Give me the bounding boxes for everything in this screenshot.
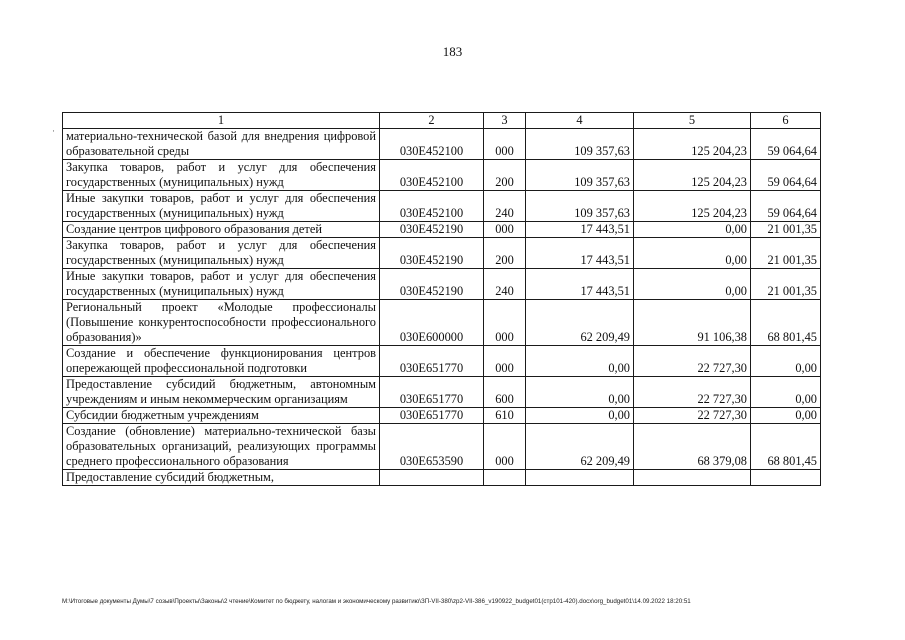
row-code: 030Е452100 — [380, 191, 484, 222]
row-value-6: 21 001,35 — [751, 238, 821, 269]
row-value-6: 0,00 — [751, 346, 821, 377]
table-row — [63, 160, 821, 191]
table-header-row — [63, 113, 821, 129]
row-code — [380, 470, 484, 486]
row-value-5: 0,00 — [634, 269, 751, 300]
column-header: 4 — [526, 113, 634, 129]
budget-table — [62, 112, 821, 486]
row-type: 000 — [484, 346, 526, 377]
table-row — [63, 377, 821, 408]
row-type: 000 — [484, 300, 526, 346]
row-value-5: 0,00 — [634, 238, 751, 269]
table-row — [63, 238, 821, 269]
table-row — [63, 129, 821, 160]
row-name: Субсидии бюджетным учреждениям — [63, 408, 380, 424]
row-value-4: 17 443,51 — [526, 269, 634, 300]
row-name: Иные закупки товаров, работ и услуг для обеспечения государственных (муниципальных) нужд — [63, 269, 380, 300]
row-value-5: 125 204,23 — [634, 129, 751, 160]
row-value-5: 125 204,23 — [634, 160, 751, 191]
row-value-6: 59 064,64 — [751, 129, 821, 160]
row-value-4: 109 357,63 — [526, 191, 634, 222]
table-row — [63, 408, 821, 424]
row-code: 030Е651770 — [380, 408, 484, 424]
row-code: 030Е452190 — [380, 222, 484, 238]
table-row — [63, 470, 821, 486]
row-type: 000 — [484, 222, 526, 238]
row-name: Предоставление субсидий бюджетным, автономным учреждениям и иным некоммерческим организациям — [63, 377, 380, 408]
table-row — [63, 191, 821, 222]
row-type: 200 — [484, 238, 526, 269]
row-code: 030Е651770 — [380, 346, 484, 377]
row-name: Региональный проект «Молодые профессионалы (Повышение конкурентоспособности профессионального образования)» — [63, 300, 380, 346]
footer-file-path: M:\Итоговые документы Думы\7 созыв\Проекты\Законы\2 чтение\Комитет по бюджету, налогам и экономическому развитию\ЗП-VII-380\zp2-VII-386_v190922_budget01(стр101-420).docx\org_budget01\14.09.2022 18:20:51 — [62, 598, 691, 605]
row-type: 000 — [484, 129, 526, 160]
row-value-6: 21 001,35 — [751, 222, 821, 238]
row-value-5 — [634, 470, 751, 486]
column-header: 3 — [484, 113, 526, 129]
row-code: 030Е600000 — [380, 300, 484, 346]
row-name: Предоставление субсидий бюджетным, — [63, 470, 380, 486]
row-value-5: 22 727,30 — [634, 346, 751, 377]
row-value-5: 91 106,38 — [634, 300, 751, 346]
row-type — [484, 470, 526, 486]
scan-mark: · — [52, 126, 55, 136]
table-row — [63, 222, 821, 238]
row-code: 030Е651770 — [380, 377, 484, 408]
row-value-4: 0,00 — [526, 408, 634, 424]
row-name: Закупка товаров, работ и услуг для обеспечения государственных (муниципальных) нужд — [63, 160, 380, 191]
column-header: 2 — [380, 113, 484, 129]
row-value-4: 109 357,63 — [526, 129, 634, 160]
row-value-4: 62 209,49 — [526, 424, 634, 470]
row-value-5: 22 727,30 — [634, 377, 751, 408]
column-header: 1 — [63, 113, 380, 129]
row-code: 030Е452190 — [380, 269, 484, 300]
row-name: Создание и обеспечение функционирования центров опережающей профессиональной подготовки — [63, 346, 380, 377]
row-value-6: 0,00 — [751, 408, 821, 424]
row-value-5: 22 727,30 — [634, 408, 751, 424]
row-value-5: 0,00 — [634, 222, 751, 238]
column-header: 5 — [634, 113, 751, 129]
row-type: 600 — [484, 377, 526, 408]
row-value-6: 68 801,45 — [751, 300, 821, 346]
row-code: 030Е452100 — [380, 129, 484, 160]
table-row — [63, 300, 821, 346]
row-value-4: 62 209,49 — [526, 300, 634, 346]
row-value-4 — [526, 470, 634, 486]
row-value-5: 125 204,23 — [634, 191, 751, 222]
row-code: 030Е653590 — [380, 424, 484, 470]
row-value-6: 59 064,64 — [751, 160, 821, 191]
row-type: 000 — [484, 424, 526, 470]
row-type: 200 — [484, 160, 526, 191]
row-value-4: 0,00 — [526, 377, 634, 408]
row-value-6: 0,00 — [751, 377, 821, 408]
row-name: Создание центров цифрового образования детей — [63, 222, 380, 238]
row-name: Создание (обновление) материально-технической базы образовательных организаций, реализующих программы среднего профессионального образования — [63, 424, 380, 470]
table-row — [63, 424, 821, 470]
row-value-6 — [751, 470, 821, 486]
row-value-4: 17 443,51 — [526, 238, 634, 269]
row-value-4: 109 357,63 — [526, 160, 634, 191]
row-type: 240 — [484, 191, 526, 222]
row-name: Иные закупки товаров, работ и услуг для обеспечения государственных (муниципальных) нужд — [63, 191, 380, 222]
row-value-4: 0,00 — [526, 346, 634, 377]
row-code: 030Е452190 — [380, 238, 484, 269]
table-row — [63, 346, 821, 377]
row-value-6: 21 001,35 — [751, 269, 821, 300]
table-row — [63, 269, 821, 300]
row-type: 240 — [484, 269, 526, 300]
row-code: 030Е452100 — [380, 160, 484, 191]
row-name: материально-технической базой для внедрения цифровой образовательной среды — [63, 129, 380, 160]
row-type: 610 — [484, 408, 526, 424]
row-value-6: 68 801,45 — [751, 424, 821, 470]
row-name: Закупка товаров, работ и услуг для обеспечения государственных (муниципальных) нужд — [63, 238, 380, 269]
row-value-6: 59 064,64 — [751, 191, 821, 222]
row-value-4: 17 443,51 — [526, 222, 634, 238]
page-number: 183 — [442, 44, 463, 59]
row-value-5: 68 379,08 — [634, 424, 751, 470]
column-header: 6 — [751, 113, 821, 129]
